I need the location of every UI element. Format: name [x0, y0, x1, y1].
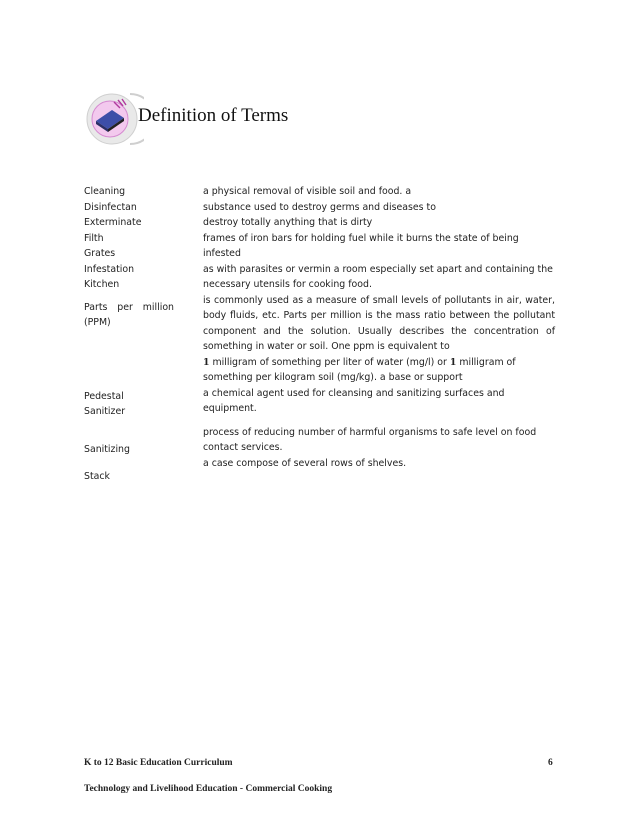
book-icon	[84, 88, 144, 148]
def-line: body fluids, etc. Parts per million is the mass ratio between the pollutant	[203, 310, 555, 321]
page-number: 6	[548, 758, 553, 768]
page-title: Definition of Terms	[138, 105, 289, 126]
def-line: something per kilogram soil (mg/kg). a base or support	[203, 372, 463, 383]
term-kitchen: Kitchen	[84, 279, 120, 290]
definitions-column	[203, 184, 555, 471]
term-filth: Filth	[84, 232, 104, 244]
ppm-word-3: million	[142, 301, 174, 313]
term-pedestal: Pedestal	[84, 390, 124, 402]
def-line: a physical removal of visible soil and food. a	[203, 186, 412, 197]
def-line-ppm-equivalent	[203, 355, 555, 371]
term-sanitizer: Sanitizer	[84, 406, 126, 417]
def-line: substance used to destroy germs and diseases to	[203, 201, 436, 213]
def-line: as with parasites or vermin a room especially set apart and containing the	[203, 263, 553, 275]
ppm-word-2: per	[117, 301, 133, 313]
term-infestation: Infestation	[84, 263, 135, 275]
bold-number: 1	[449, 356, 457, 368]
def-line: process of reducing number of harmful organisms to safe level on food	[203, 426, 537, 438]
def-line: is commonly used as a measure of small levels of pollutants in air, water,	[203, 294, 555, 306]
def-line: frames of iron bars for holding fuel while it burns the state of being infested	[203, 232, 519, 259]
term-stack: Stack	[84, 471, 110, 482]
terms-column	[84, 184, 194, 485]
term-grates: Grates	[84, 248, 116, 259]
term-parts-per-million	[84, 300, 174, 316]
def-line: a case compose of several rows of shelves.	[203, 457, 407, 469]
footer-curriculum: K to 12 Basic Education Curriculum	[84, 758, 233, 768]
def-line: something in water or soil. One ppm is equivalent to	[203, 341, 450, 352]
def-text: milligram of	[456, 356, 516, 368]
def-line: component and the solution. Usually describes the concentration of	[203, 325, 555, 337]
footer-subject: Technology and Livelihood Education - Commercial Cooking	[84, 784, 333, 794]
ppm-word-1: Parts	[84, 301, 108, 313]
term-exterminate: Exterminate	[84, 217, 142, 228]
def-line: destroy totally anything that is dirty	[203, 217, 373, 228]
def-line: contact services.	[203, 442, 283, 453]
def-text: milligram of something per liter of water (mg/l) or	[209, 356, 450, 368]
term-ppm-abbr: (PPM)	[84, 317, 111, 328]
term-cleaning: Cleaning	[84, 186, 126, 197]
bold-number: 1	[203, 356, 210, 368]
def-line: a chemical agent used for cleansing and sanitizing surfaces and equipment.	[203, 387, 505, 414]
term-sanitizing: Sanitizing	[84, 443, 130, 455]
term-disinfectan: Disinfectan	[84, 201, 137, 213]
def-line: necessary utensils for cooking food.	[203, 279, 372, 290]
